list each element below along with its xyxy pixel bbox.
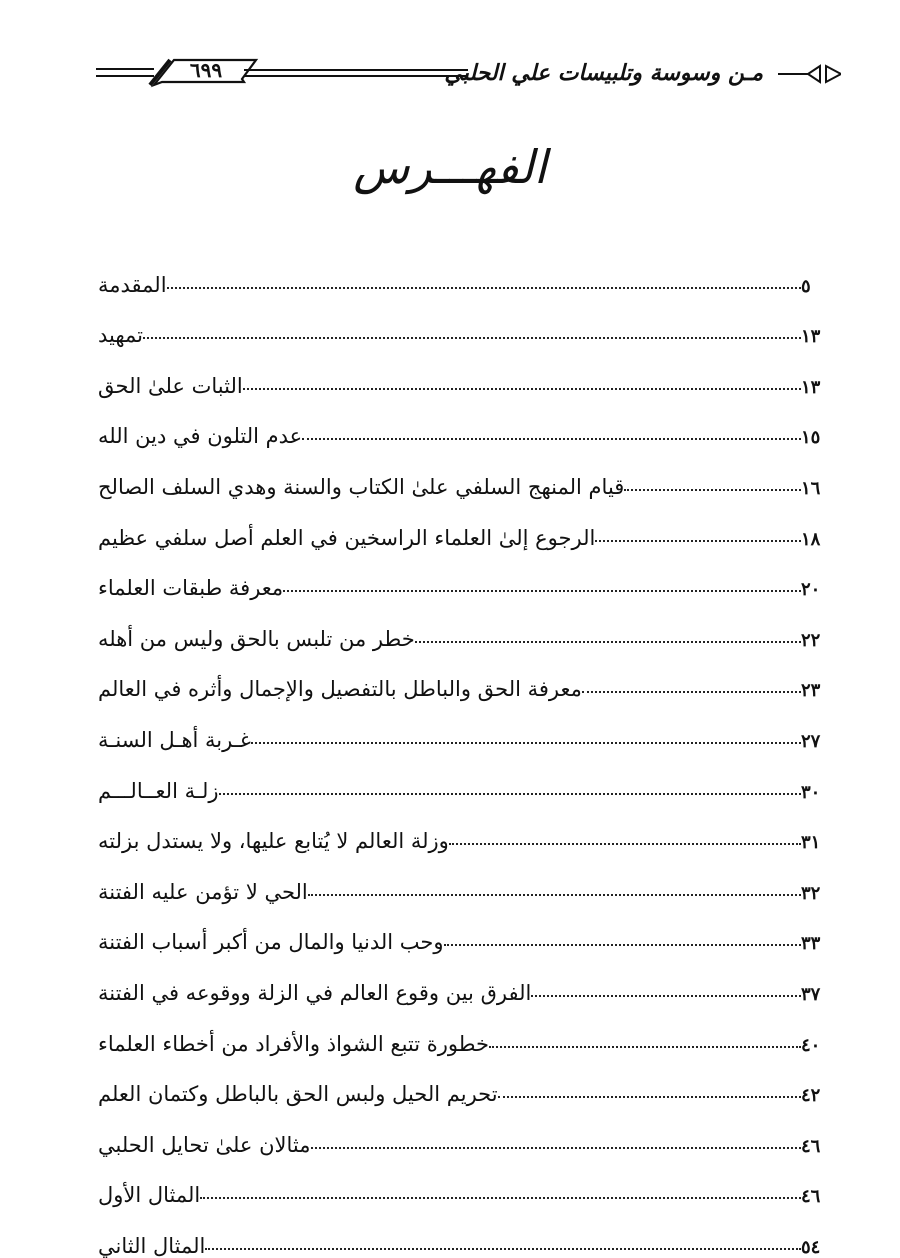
dot-leader (251, 728, 801, 744)
running-header (96, 52, 841, 96)
toc-entry (92, 347, 837, 398)
page-number: ٦٩٩ (189, 58, 223, 82)
toc-entry-label: قيام المنهج السلفي علىٰ الكتاب والسنة وهدي السلف الصالح (98, 474, 625, 499)
dot-leader (200, 1183, 801, 1199)
dot-leader (444, 930, 801, 946)
toc-entry-label: معرفة الحق والباطل بالتفصيل والإجمال وأثره في العالم (98, 677, 582, 702)
toc-entry (92, 651, 837, 702)
toc-entry-page: ٤٠ (801, 1034, 821, 1056)
toc-entry (92, 904, 837, 955)
toc-entry-label: خطر من تلبس بالحق وليس من أهله (98, 626, 415, 651)
toc-entry-label: خطورة تتبع الشواذ والأفراد من أخطاء العلماء (98, 1031, 489, 1056)
toc-entry-page: ١٣ (801, 376, 821, 398)
toc-entry-label: معرفة طبقات العلماء (98, 576, 284, 601)
toc-entry-label: تمهيد (98, 323, 144, 348)
dot-leader (449, 829, 801, 845)
toc-entry-page: ٥٤ (801, 1236, 821, 1258)
toc-entry (92, 1005, 837, 1056)
dot-leader (531, 981, 801, 997)
toc-entry (92, 1106, 837, 1157)
toc-entry (92, 853, 837, 904)
toc-entry-label: المقدمة (98, 272, 167, 297)
toc-entry-page: ٢٠ (801, 579, 821, 601)
dot-leader (243, 374, 801, 390)
toc-entry (92, 246, 837, 297)
toc-entry-label: الثبات علىٰ الحق (98, 373, 243, 398)
toc-entry (92, 550, 837, 601)
toc-entry-label: عدم التلون في دين الله (98, 424, 303, 449)
toc-entry-page: ٣١ (801, 832, 821, 854)
toc-entry (92, 1056, 837, 1107)
toc-entry-page: ٢٧ (801, 730, 821, 752)
toc-entry (92, 701, 837, 752)
toc-entry-page: ٣٣ (801, 933, 821, 955)
toc-entry (92, 448, 837, 499)
toc-entry-page: ٥ (801, 275, 811, 297)
dot-leader (624, 475, 801, 491)
toc-entry-label: زلـة العــالـــم (98, 778, 219, 803)
toc-entry (92, 954, 837, 1005)
dot-leader (167, 273, 801, 289)
toc-entry-page: ١٥ (801, 427, 821, 449)
toc-entry-label: الرجوع إلىٰ العلماء الراسخين في العلم أصل سلفي عظيم (98, 525, 596, 550)
toc-entry (92, 803, 837, 854)
dot-leader (582, 677, 801, 693)
dot-leader (302, 424, 801, 440)
toc-entry-label: تحريم الحيل ولبس الحق بالباطل وكتمان العلم (98, 1082, 498, 1107)
dot-leader (489, 1032, 801, 1048)
toc-entry-page: ٤٢ (801, 1085, 821, 1107)
toc-entry (92, 398, 837, 449)
dot-leader (311, 1133, 801, 1149)
toc-entry-page: ١٨ (801, 528, 821, 550)
toc-entry (92, 297, 837, 348)
toc-entry-page: ٢٢ (801, 629, 821, 651)
page-title: الفهـــرس (353, 140, 547, 194)
toc-entry (92, 600, 837, 651)
dot-leader (308, 880, 801, 896)
toc-entry (92, 1157, 837, 1208)
toc-entry-label: المثال الأول (98, 1183, 201, 1208)
toc-entry-label: مثالان علىٰ تحايل الحلبي (98, 1132, 311, 1157)
dot-leader (415, 627, 801, 643)
toc-entry-page: ٣٢ (801, 882, 821, 904)
toc-entry-label: المثال الثاني (98, 1233, 206, 1258)
toc-entry-label: الفرق بين وقوع العالم في الزلة ووقوعه في الفتنة (98, 980, 532, 1005)
toc-entry (92, 1207, 837, 1258)
toc-entry (92, 752, 837, 803)
toc-entry-page: ٢٣ (801, 680, 821, 702)
dot-leader (283, 576, 801, 592)
dot-leader (595, 526, 801, 542)
running-header-title: مـن وسوسة وتلبيسات علي الحلبي (444, 60, 763, 86)
toc-entry-page: ٤٦ (801, 1135, 821, 1157)
toc-entry (92, 499, 837, 550)
dot-leader (219, 779, 801, 795)
dot-leader (143, 323, 801, 339)
toc-entry-page: ١٦ (801, 477, 821, 499)
toc-entry-label: الحي لا تؤمن عليه الفتنة (98, 879, 308, 904)
toc-entry-page: ٤٦ (801, 1186, 821, 1208)
dot-leader (205, 1234, 801, 1250)
table-of-contents (92, 246, 837, 1258)
dot-leader (498, 1082, 801, 1098)
toc-entry-page: ١٣ (801, 326, 821, 348)
toc-entry-label: وحب الدنيا والمال من أكبر أسباب الفتنة (98, 930, 444, 955)
toc-entry-page: ٣٧ (801, 983, 821, 1005)
toc-entry-page: ٣٠ (801, 781, 821, 803)
toc-entry-label: غـربة أهـل السنـة (98, 727, 251, 752)
toc-entry-label: وزلة العالم لا يُتابع عليها، ولا يستدل بزلته (98, 829, 449, 854)
